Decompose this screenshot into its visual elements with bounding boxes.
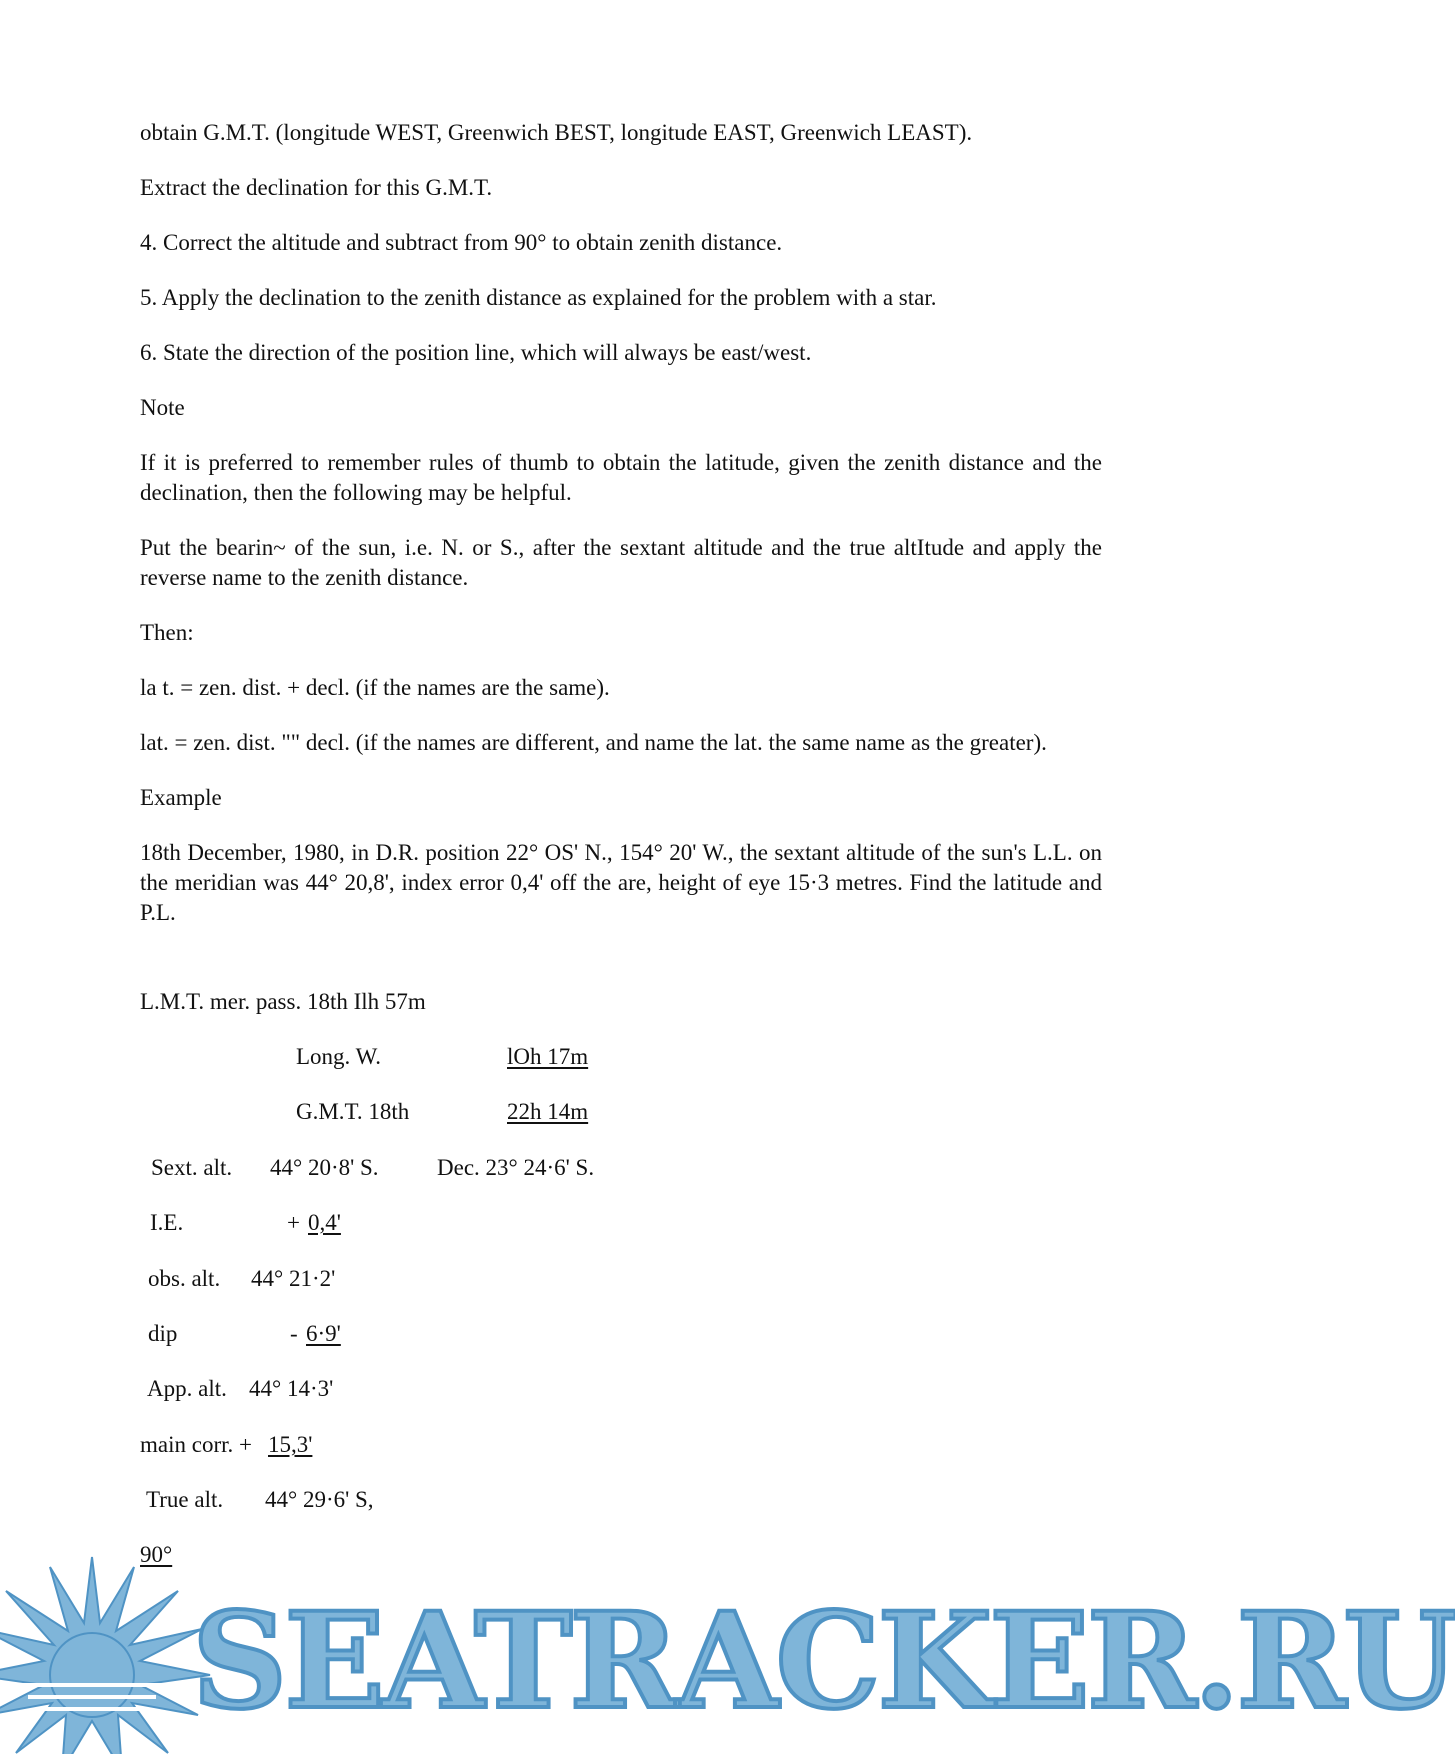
paragraph: 4. Correct the altitude and subtract from 90° to obtain zenith distance. bbox=[140, 230, 783, 255]
true-alt-value: 44° 29·6' S, bbox=[265, 1487, 374, 1512]
lmt-line: L.M.T. mer. pass. 18th Ilh 57m bbox=[140, 989, 426, 1014]
main-corr-label: main corr. + bbox=[140, 1432, 252, 1457]
obs-alt-value: 44° 21·2' bbox=[251, 1266, 336, 1291]
ie-value: 0,4' bbox=[308, 1210, 341, 1235]
app-alt-label: App. alt. bbox=[147, 1376, 227, 1401]
gmt-value: 22h 14m bbox=[507, 1099, 589, 1124]
dip-label: dip bbox=[148, 1321, 178, 1346]
ie-sign: + bbox=[287, 1210, 300, 1235]
paragraph: If it is preferred to remember rules of thumb to obtain the latitude, given the zenith distance and the declination, then the following may be helpful. bbox=[140, 450, 1102, 505]
paragraph: obtain G.M.T. (longitude WEST, Greenwich BEST, longitude EAST, Greenwich LEAST). bbox=[140, 120, 973, 145]
document-body bbox=[140, 118, 1102, 954]
paragraph: Then: bbox=[140, 620, 194, 645]
obs-alt-label: obs. alt. bbox=[148, 1266, 221, 1291]
formula-same-names: la t. = zen. dist. + decl. (if the names are the same). bbox=[140, 675, 610, 700]
ninety-degrees: 90° bbox=[140, 1542, 173, 1567]
main-corr-value: 15,3' bbox=[268, 1432, 313, 1457]
paragraph: 5. Apply the declination to the zenith distance as explained for the problem with a star. bbox=[140, 285, 937, 310]
example-problem: 18th December, 1980, in D.R. position 22° OS' N., 154° 20' W., the sextant altitude of the sun's L.L. on the meridian was 44° 20,8', index error 0,4' off the are, height of eye 15·3 metres. Find the latitude and P.L. bbox=[140, 840, 1102, 925]
section-heading-note: Note bbox=[140, 395, 185, 420]
paragraph: 6. State the direction of the position line, which will always be east/west. bbox=[140, 340, 812, 365]
declination: Dec. 23° 24·6' S. bbox=[437, 1155, 595, 1180]
dip-value: 6·9' bbox=[306, 1321, 341, 1346]
formula-different-names: lat. = zen. dist. "" decl. (if the names are different, and name the lat. the same name as the greater). bbox=[140, 730, 1047, 755]
section-heading-example: Example bbox=[140, 785, 222, 810]
long-value: lOh 17m bbox=[507, 1044, 589, 1069]
long-label: Long. W. bbox=[296, 1044, 381, 1069]
dip-sign: - bbox=[290, 1321, 298, 1346]
app-alt-value: 44° 14·3' bbox=[249, 1376, 334, 1401]
paragraph: Extract the declination for this G.M.T. bbox=[140, 175, 493, 200]
ie-label: I.E. bbox=[150, 1210, 184, 1235]
paragraph: Put the bearin~ of the sun, i.e. N. or S., after the sextant altitude and the true altItude and apply the reverse name to the zenith distance. bbox=[140, 535, 1102, 590]
gmt-label: G.M.T. 18th bbox=[296, 1099, 410, 1124]
sext-alt-value: 44° 20·8' S. bbox=[270, 1155, 379, 1180]
watermark-text: SEATRACKER.RU bbox=[192, 1584, 1455, 1739]
sext-alt-label: Sext. alt. bbox=[151, 1155, 233, 1180]
true-alt-label: True alt. bbox=[146, 1487, 224, 1512]
